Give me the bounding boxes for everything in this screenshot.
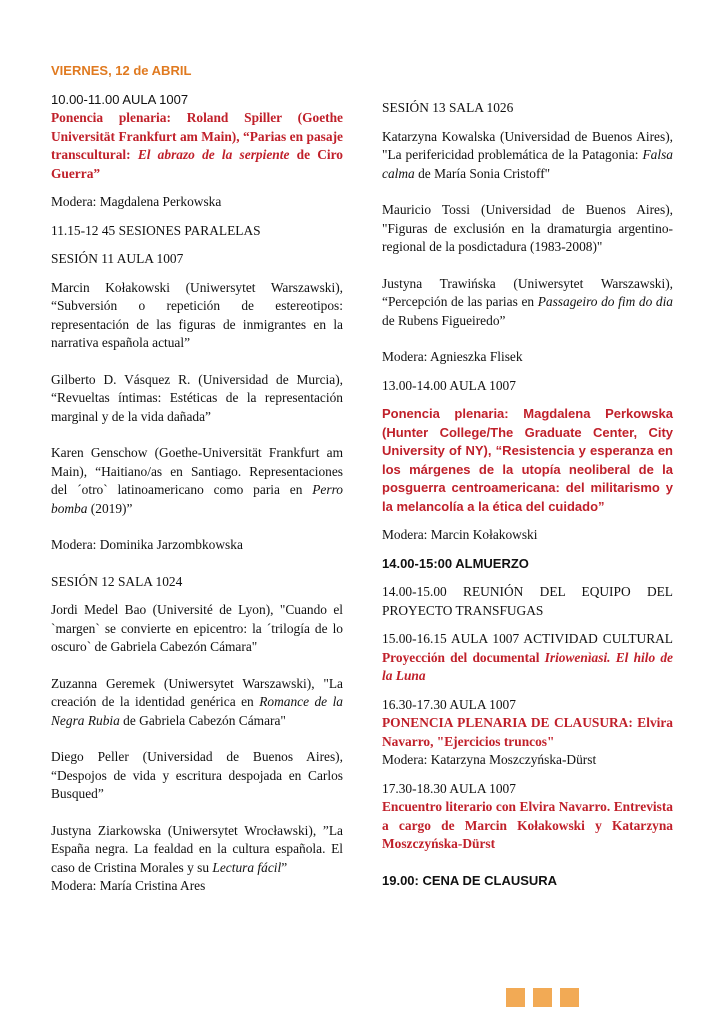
talk-entry: Katarzyna Kowalska (Universidad de Buenos Aires), "La perifericidad problemática de la Patagonia: Falsa calma de María Sonia Cristoff" bbox=[382, 128, 673, 181]
lunch-break: 14.00-15:00 ALMUERZO bbox=[382, 555, 529, 571]
session-heading: SESIÓN 13 SALA 1026 bbox=[382, 100, 514, 115]
closing-dinner: 19.00: CENA DE CLAUSURA bbox=[382, 872, 558, 888]
team-meeting: 14.00-15.00 REUNIÓN DEL EQUIPO DEL PROYECTO TRANSFUGAS bbox=[382, 584, 673, 618]
session-heading: SESIÓN 11 AULA 1007 bbox=[51, 251, 184, 266]
session-heading: SESIÓN 12 SALA 1024 bbox=[51, 573, 183, 589]
talk-entry: Zuzanna Geremek (Uniwersytet Warszawski), "La creación de la identidad genérica en Romance de la Negra Rubia de Gabriela Cabezón Cámara" bbox=[51, 675, 343, 728]
literary-meeting: Encuentro literario con Elvira Navarro. Entrevista a cargo de Marcin Kołakowski y Katarzyna Moszczyńska-Dürst bbox=[382, 799, 673, 851]
talk-entry: Justyna Trawińska (Uniwersytet Warszawski), “Percepción de las parias en Passageiro do fim do dia de Rubens Figueiredo” bbox=[382, 275, 674, 328]
plenary-lecture: Ponencia plenaria: Roland Spiller (Goethe Universität Frankfurt am Main), “Parias en pasaje transcultural: El abrazo de la serpiente de Ciro Guerra” bbox=[51, 110, 344, 181]
moderator: Modera: Marcin Kołakowski bbox=[382, 527, 538, 542]
moderator: Modera: Katarzyna Moszczyńska-Dürst bbox=[382, 752, 597, 767]
footer-decoration bbox=[506, 988, 579, 1007]
time-slot: 17.30-18.30 AULA 1007 bbox=[382, 780, 516, 796]
time-slot: 16.30-17.30 AULA 1007 bbox=[382, 696, 516, 712]
talk-entry: Diego Peller (Universidad de Buenos Aires), “Despojos de vida y escritura despojada en Carlos Busqued” bbox=[51, 749, 343, 801]
right-column bbox=[382, 99, 673, 900]
moderator: Modera: Dominika Jarzombkowska bbox=[51, 537, 243, 552]
talk-entry: Jordi Medel Bao (Université de Lyon), "Cuando el `margen` se convierte en epicentro: la ´trilogía de lo oscuro` de Gabriela Cabezón Cámara" bbox=[51, 602, 343, 654]
talk-entry: Mauricio Tossi (Universidad de Buenos Aires), "Figuras de exclusión en la dramaturgia argentino-regional de la posdictadura (1983-2008)" bbox=[382, 202, 673, 254]
orange-square-icon bbox=[506, 988, 525, 1007]
time-slot: 13.00-14.00 AULA 1007 bbox=[382, 377, 516, 393]
moderator: Modera: María Cristina Ares bbox=[51, 878, 206, 893]
moderator: Modera: Magdalena Perkowska bbox=[51, 194, 222, 209]
time-slot: 10.00-11.00 AULA 1007 bbox=[51, 91, 189, 107]
talk-entry: Gilberto D. Vásquez R. (Universidad de Murcia), “Revueltas íntimas: Estéticas de la representación marginal y de la vida dañada” bbox=[51, 371, 343, 424]
left-column bbox=[51, 62, 343, 906]
day-heading: VIERNES, 12 de ABRIL bbox=[51, 63, 192, 78]
talk-entry: Justyna Ziarkowska (Uniwersytet Wrocławski), ”La España negra. La fealdad en la cultura española. El caso de Cristina Morales y su Lectura fácil” bbox=[51, 822, 343, 875]
time-slot: 11.15-12 45 SESIONES PARALELAS bbox=[51, 222, 261, 238]
talk-entry: Karen Genschow (Goethe-Universität Frankfurt am Main), “Haitiano/as en Santiago. Representaciones del ´otro` latinoamericano como paria en Perro bomba (2019)” bbox=[51, 445, 343, 516]
cultural-activity: 15.00-16.15 AULA 1007 ACTIVIDAD CULTURAL Proyección del documental Iriowenìasi. El hilo de la Luna bbox=[382, 631, 673, 683]
talk-entry: Marcin Kołakowski (Uniwersytet Warszawski), “Subversión o repetición de estereotipos: representación de las figuras de inmigrantes en la narrativa española actual” bbox=[51, 279, 343, 350]
plenary-lecture: Ponencia plenaria: Magdalena Perkowska (Hunter College/The Graduate Center, City University of NY), “Resistencia y esperanza en los márgenes de la utopía neoliberal de la posguerra centroamericana: del militarismo y la melancolía a la ética del cuidado” bbox=[382, 406, 674, 514]
orange-square-icon bbox=[560, 988, 579, 1007]
moderator: Modera: Agnieszka Flisek bbox=[382, 349, 523, 364]
closing-plenary: PONENCIA PLENARIA DE CLAUSURA: Elvira Navarro, "Ejercicios truncos" bbox=[382, 715, 673, 749]
orange-square-icon bbox=[533, 988, 552, 1007]
